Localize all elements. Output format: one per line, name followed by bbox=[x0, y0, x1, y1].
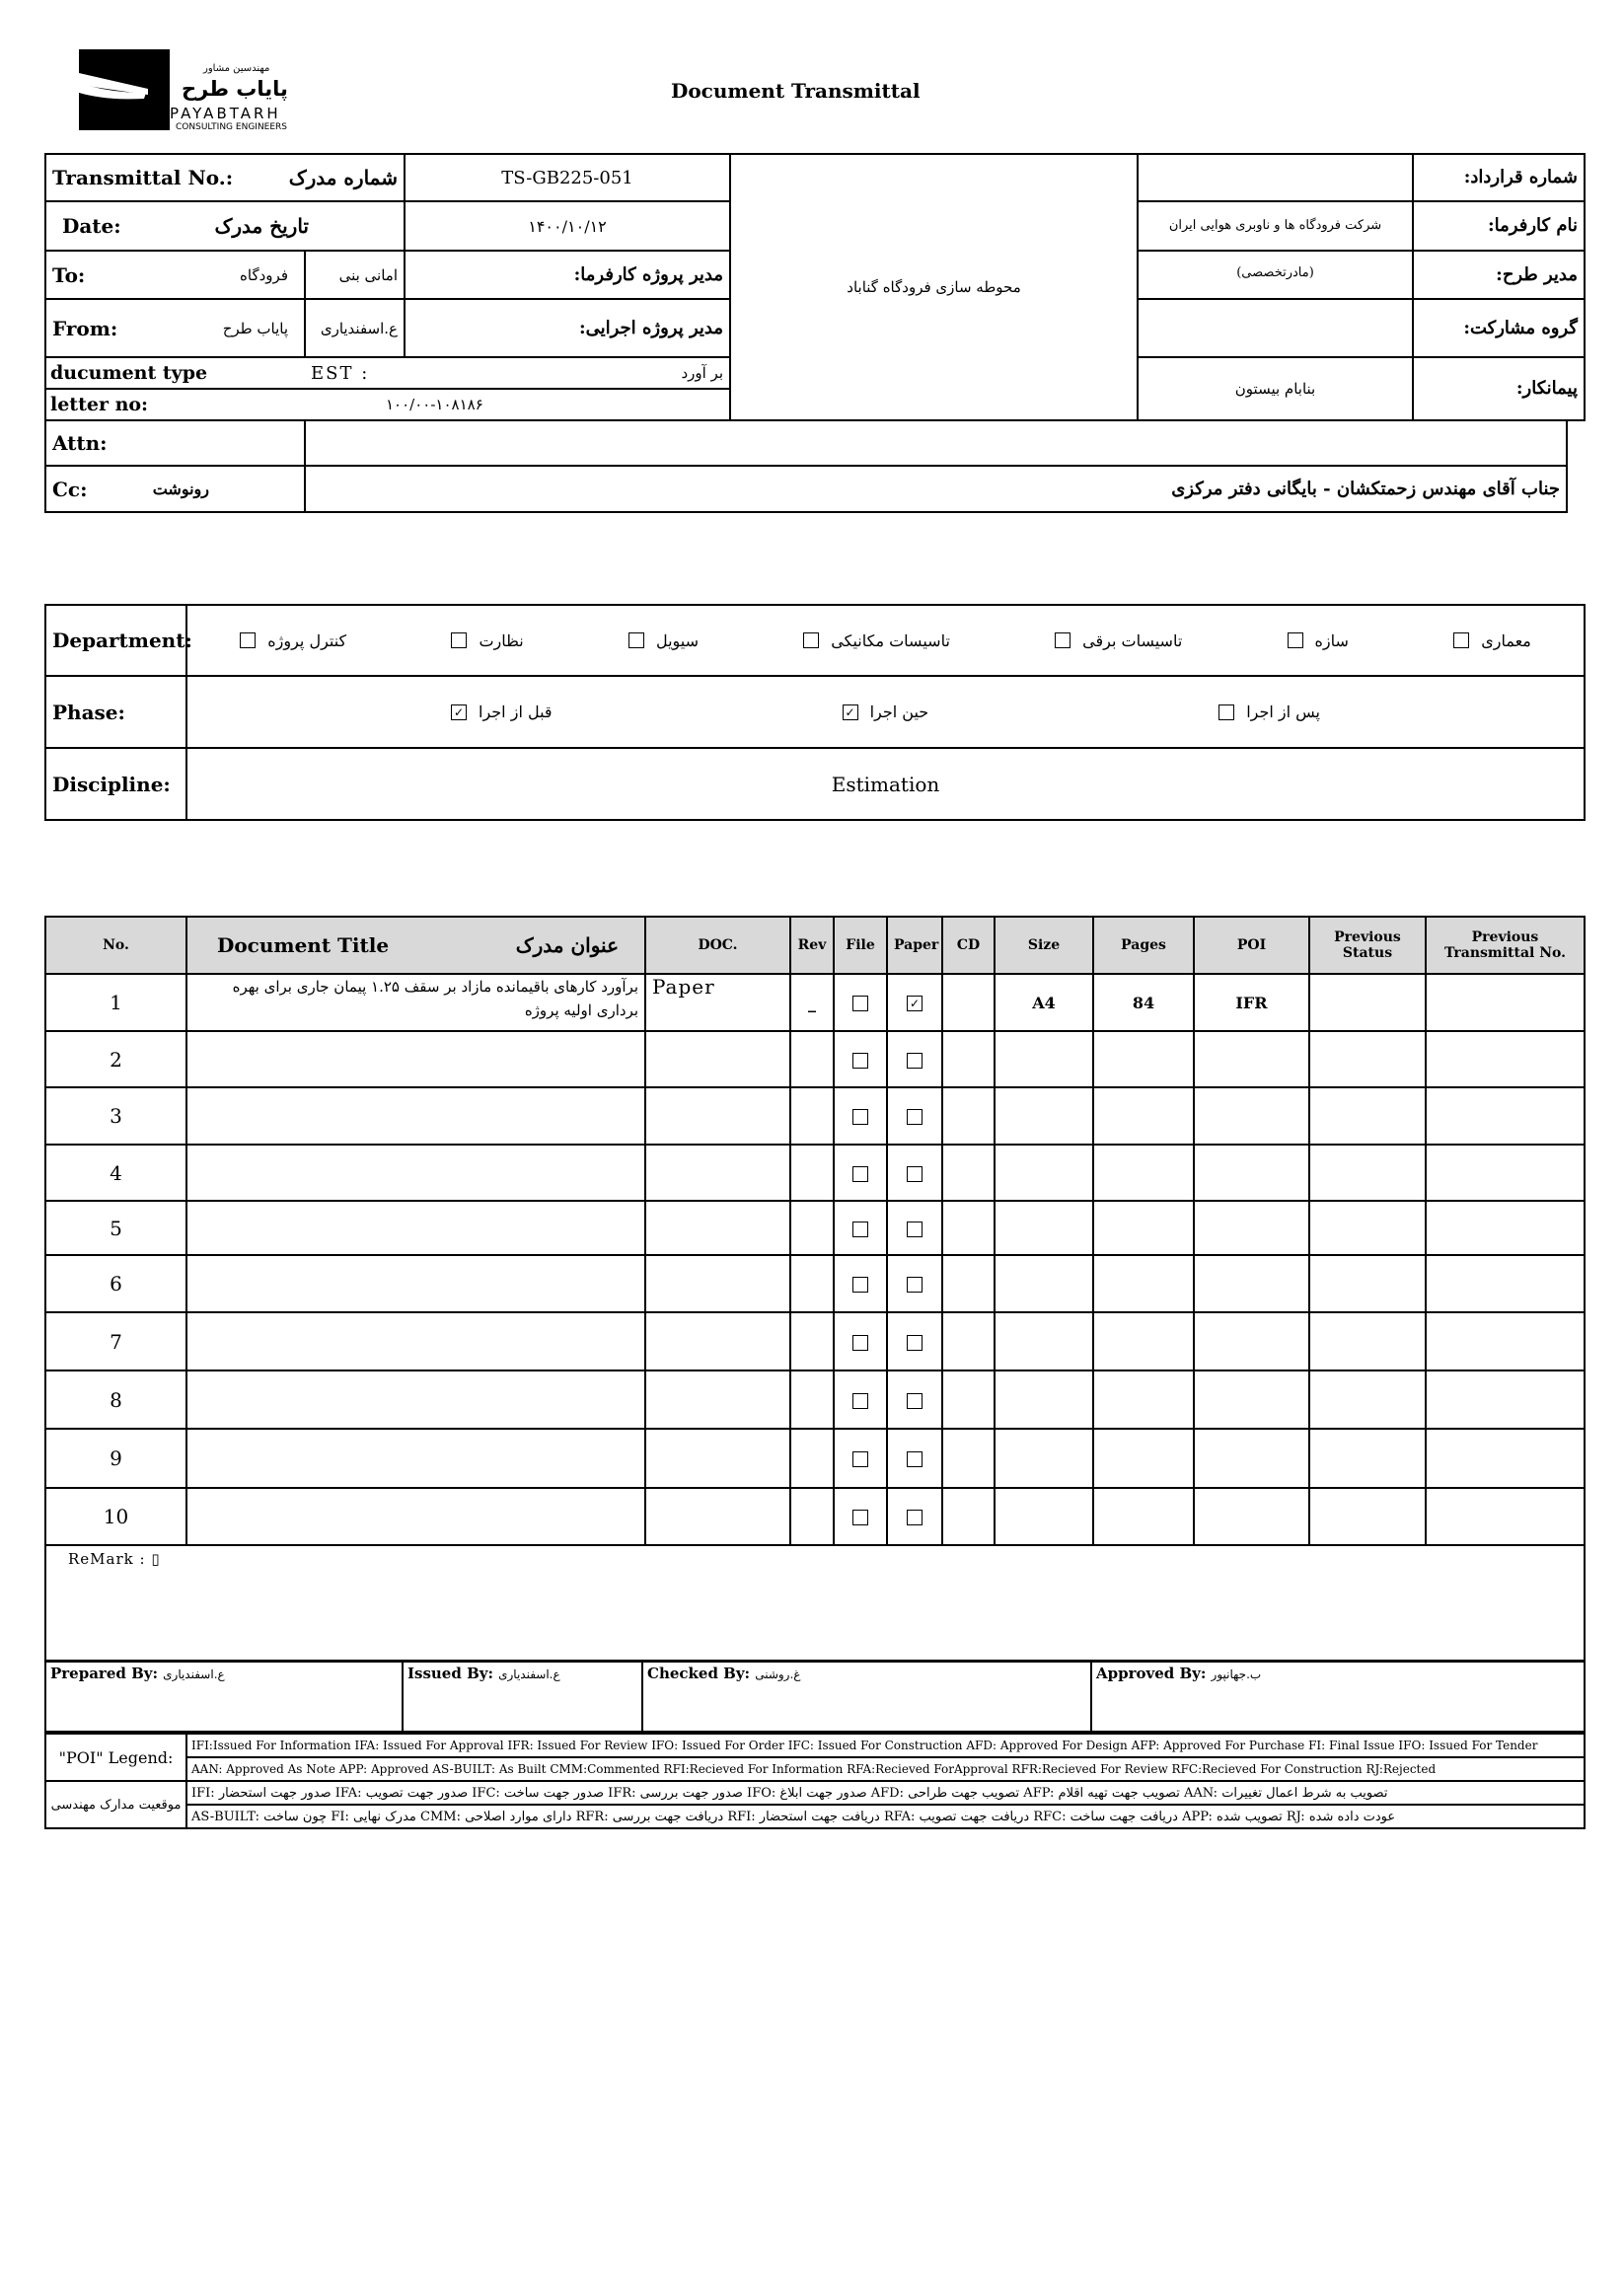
checked-value: غ.روشنی bbox=[755, 1667, 801, 1681]
phase-checkbox[interactable] bbox=[1218, 704, 1234, 720]
cell-title bbox=[186, 1255, 645, 1312]
transmittal-no-cell bbox=[45, 154, 405, 201]
table-row bbox=[45, 1312, 1585, 1370]
paper-checkbox[interactable] bbox=[907, 1451, 923, 1467]
cell-pages bbox=[1093, 1255, 1194, 1312]
phase-option-label: پس از اجرا bbox=[1246, 703, 1320, 721]
cell-poi bbox=[1194, 1201, 1309, 1255]
file-checkbox[interactable] bbox=[852, 1335, 868, 1351]
department-option[interactable] bbox=[1288, 631, 1349, 650]
cell-poi bbox=[1194, 1429, 1309, 1488]
legend-label: "POI" Legend: bbox=[45, 1734, 186, 1781]
cell-poi bbox=[1194, 1312, 1309, 1370]
phase-items bbox=[187, 703, 1584, 721]
cell-title bbox=[186, 1429, 645, 1488]
cell-cd bbox=[942, 1201, 995, 1255]
col-pages: Pages bbox=[1093, 917, 1194, 974]
col-poi: POI bbox=[1194, 917, 1309, 974]
approved-cell bbox=[1091, 1661, 1585, 1732]
paper-checkbox[interactable] bbox=[907, 1510, 923, 1525]
cell-pages bbox=[1093, 1488, 1194, 1545]
cell-file[interactable] bbox=[834, 1255, 887, 1312]
cell-cd bbox=[942, 1031, 995, 1087]
doctype-fa: بر آورد bbox=[681, 364, 724, 382]
legend-line-3: IFI: صدور جهت استحضار IFA: صدور جهت تصویب IFC: صدور جهت ساخت IFR: صدور جهت بررسی IFO: صدور جهت ابلاغ AFD: تصویب جهت طراحی AFP: تصویب جهت تهیه اقلام AAN: تصویب به شرط اعمال تغییرات bbox=[186, 1781, 1585, 1805]
department-option[interactable] bbox=[451, 631, 523, 650]
department-items bbox=[187, 631, 1584, 650]
cell-prev-status bbox=[1309, 1429, 1426, 1488]
from-value-2: ع.اسفندیاری bbox=[305, 299, 405, 357]
cell-prev-transmittal bbox=[1426, 1255, 1585, 1312]
cell-prev-status bbox=[1309, 1255, 1426, 1312]
company-logo bbox=[79, 49, 306, 148]
cell-paper[interactable] bbox=[887, 1429, 942, 1488]
department-option[interactable] bbox=[1055, 631, 1182, 650]
cell-cd bbox=[942, 1429, 995, 1488]
table-row bbox=[45, 1370, 1585, 1429]
partner-value bbox=[1139, 300, 1414, 356]
cell-size bbox=[995, 1370, 1093, 1429]
cell-no: 10 bbox=[45, 1488, 186, 1545]
col-rev: Rev bbox=[790, 917, 834, 974]
cell-size bbox=[995, 1087, 1093, 1145]
cc-value: جناب آقای مهندس زحمتکشان - بایگانی دفتر مرکزی bbox=[305, 466, 1567, 512]
transmittal-label-en: Transmittal No.: bbox=[52, 166, 234, 189]
cell-rev: _ bbox=[790, 974, 834, 1031]
letter-label: letter no: bbox=[50, 394, 149, 415]
department-option-label: سیویل bbox=[655, 630, 700, 650]
file-checkbox[interactable] bbox=[852, 1166, 868, 1182]
cell-no: 3 bbox=[45, 1087, 186, 1145]
col-title-fa: عنوان مدرک bbox=[515, 933, 619, 957]
cell-doc bbox=[645, 1312, 790, 1370]
contractor-value: بنابام بیستون bbox=[1139, 358, 1414, 419]
date-label-en: Date: bbox=[62, 214, 121, 238]
paper-checkbox[interactable] bbox=[907, 1277, 923, 1293]
cell-poi bbox=[1194, 1031, 1309, 1087]
date-cell bbox=[45, 201, 405, 251]
cell-rev bbox=[790, 1488, 834, 1545]
issued-value: ع.اسفندیاری bbox=[498, 1667, 560, 1681]
department-label: Department: bbox=[45, 605, 186, 676]
col-file: File bbox=[834, 917, 887, 974]
cell-paper[interactable] bbox=[887, 1312, 942, 1370]
paper-checkbox[interactable] bbox=[907, 1166, 923, 1182]
cell-doc bbox=[645, 1429, 790, 1488]
attn-label: Attn: bbox=[45, 420, 305, 466]
col-title bbox=[186, 917, 645, 974]
designer-value bbox=[1139, 252, 1414, 298]
cell-poi bbox=[1194, 1145, 1309, 1201]
cell-rev bbox=[790, 1031, 834, 1087]
cell-file[interactable] bbox=[834, 1087, 887, 1145]
issued-cell bbox=[403, 1661, 642, 1732]
cell-paper[interactable] bbox=[887, 1031, 942, 1087]
cell-file[interactable] bbox=[834, 1145, 887, 1201]
table-row bbox=[45, 1488, 1585, 1545]
doctype-label: ducument type bbox=[50, 362, 208, 384]
cell-paper[interactable] bbox=[887, 1201, 942, 1255]
department-option-label: نظارت bbox=[479, 630, 524, 650]
from-value-1: پایاب طرح bbox=[222, 319, 288, 337]
cell-prev-transmittal bbox=[1426, 1312, 1585, 1370]
cell-pages bbox=[1093, 1145, 1194, 1201]
paper-checkbox[interactable] bbox=[907, 1393, 923, 1409]
cell-doc bbox=[645, 1370, 790, 1429]
contractor-label: پیمانکار: bbox=[1515, 378, 1578, 399]
department-option-label: کنترل پروژه bbox=[267, 630, 347, 650]
cell-prev-transmittal bbox=[1426, 1488, 1585, 1545]
cell-no: 8 bbox=[45, 1370, 186, 1429]
department-option[interactable] bbox=[240, 631, 346, 650]
partner-cell bbox=[1138, 299, 1585, 357]
file-checkbox[interactable] bbox=[852, 1451, 868, 1467]
cell-size: A4 bbox=[995, 974, 1093, 1031]
project-name: محوطه سازی فرودگاه گناباد bbox=[730, 154, 1138, 420]
logo-en-subtitle: CONSULTING ENGINEERS bbox=[176, 122, 288, 132]
department-checkbox[interactable] bbox=[803, 632, 819, 648]
remark-area: ReMark : ▯ bbox=[45, 1545, 1585, 1662]
cell-prev-transmittal bbox=[1426, 974, 1585, 1031]
department-option-label: سازه bbox=[1314, 630, 1349, 650]
cell-cd bbox=[942, 1312, 995, 1370]
cell-paper[interactable] bbox=[887, 1255, 942, 1312]
document-title: Document Transmittal bbox=[671, 79, 921, 103]
file-checkbox[interactable] bbox=[852, 1393, 868, 1409]
legend-table bbox=[44, 1733, 1586, 1829]
cell-pages bbox=[1093, 1087, 1194, 1145]
cell-size bbox=[995, 1429, 1093, 1488]
contractor-cell bbox=[1138, 357, 1585, 420]
checked-cell bbox=[642, 1661, 1091, 1732]
prepared-cell bbox=[45, 1661, 403, 1732]
cell-file[interactable] bbox=[834, 1429, 887, 1488]
cell-rev bbox=[790, 1255, 834, 1312]
col-cd: CD bbox=[942, 917, 995, 974]
cell-prev-status bbox=[1309, 1145, 1426, 1201]
cell-file[interactable] bbox=[834, 1312, 887, 1370]
table-row bbox=[45, 974, 1585, 1031]
department-option-label: تاسیسات برقی bbox=[1082, 630, 1183, 650]
cell-paper[interactable] bbox=[887, 1087, 942, 1145]
cell-rev bbox=[790, 1201, 834, 1255]
file-checkbox[interactable] bbox=[852, 1222, 868, 1237]
cell-title bbox=[186, 1370, 645, 1429]
cell-cd bbox=[942, 974, 995, 1031]
cell-prev-status bbox=[1309, 974, 1426, 1031]
to-value-1: فرودگاه bbox=[240, 265, 288, 284]
to-cell bbox=[45, 251, 305, 299]
cell-file[interactable] bbox=[834, 1488, 887, 1545]
logo-en-name: PAYABTARH bbox=[170, 105, 281, 122]
cell-rev bbox=[790, 1087, 834, 1145]
col-doc: DOC. bbox=[645, 917, 790, 974]
cell-prev-status bbox=[1309, 1087, 1426, 1145]
cell-cd bbox=[942, 1145, 995, 1201]
table-row bbox=[45, 1087, 1585, 1145]
logo-mark-icon bbox=[79, 49, 170, 130]
to-label: To: bbox=[52, 262, 86, 287]
cell-title bbox=[186, 1488, 645, 1545]
cell-size bbox=[995, 1201, 1093, 1255]
transmittal-label-fa: شماره مدرک bbox=[288, 166, 398, 189]
cell-no: 6 bbox=[45, 1255, 186, 1312]
phase-option[interactable] bbox=[843, 703, 929, 721]
cell-prev-status bbox=[1309, 1201, 1426, 1255]
table-row bbox=[45, 1429, 1585, 1488]
phase-option-label: حین اجرا bbox=[869, 703, 929, 721]
cc-label-en: Cc: bbox=[52, 477, 88, 501]
cell-pages bbox=[1093, 1031, 1194, 1087]
col-prev-status: Previous Status bbox=[1309, 917, 1426, 974]
designer-cell bbox=[1138, 251, 1585, 299]
cell-title bbox=[186, 1031, 645, 1087]
table-row bbox=[45, 1031, 1585, 1087]
department-checkbox[interactable] bbox=[1453, 632, 1469, 648]
cell-poi bbox=[1194, 1370, 1309, 1429]
cell-prev-transmittal bbox=[1426, 1429, 1585, 1488]
cell-title bbox=[186, 1145, 645, 1201]
legend-line-2: AAN: Approved As Note APP: Approved AS-BUILT: As Built CMM:Commented RFI:Recieved For Information RFA:Recieved ForApproval RFR:Recieved For Review RFC:Recieved For Construction RJ:Rejected bbox=[186, 1757, 1585, 1781]
from-cell bbox=[45, 299, 305, 357]
department-checkbox[interactable] bbox=[1288, 632, 1303, 648]
cell-paper[interactable] bbox=[887, 974, 942, 1031]
paper-checkbox[interactable] bbox=[907, 1222, 923, 1237]
cell-rev bbox=[790, 1145, 834, 1201]
paper-checkbox[interactable] bbox=[907, 1109, 923, 1125]
classification-table bbox=[44, 604, 1586, 821]
cell-no: 2 bbox=[45, 1031, 186, 1087]
cell-no: 7 bbox=[45, 1312, 186, 1370]
cell-size bbox=[995, 1031, 1093, 1087]
cell-file[interactable] bbox=[834, 1201, 887, 1255]
department-options bbox=[186, 605, 1585, 676]
table-row bbox=[45, 1255, 1585, 1312]
cell-file[interactable] bbox=[834, 974, 887, 1031]
cell-prev-status bbox=[1309, 1370, 1426, 1429]
cell-doc bbox=[645, 1145, 790, 1201]
cell-prev-status bbox=[1309, 1031, 1426, 1087]
cell-cd bbox=[942, 1087, 995, 1145]
cell-doc bbox=[645, 1031, 790, 1087]
phase-options bbox=[186, 676, 1585, 748]
discipline-label: Discipline: bbox=[45, 748, 186, 820]
checked-label: Checked By: bbox=[647, 1665, 751, 1682]
col-title-en: Document Title bbox=[217, 933, 390, 957]
cell-title bbox=[186, 1312, 645, 1370]
discipline-value: Estimation bbox=[186, 748, 1585, 820]
cell-no: 1 bbox=[45, 974, 186, 1031]
cell-paper[interactable] bbox=[887, 1145, 942, 1201]
legend-line-4: AS-BUILT: چون ساخت FI: مدرک نهایی CMM: دارای موارد اصلاحی RFR: دریافت جهت بررسی RFI: دریافت جهت استحضار RFA: دریافت جهت تصویب RFC: دریافت جهت ساخت APP: تصویب شده RJ: عودت داده شده bbox=[186, 1805, 1585, 1828]
col-prev-transmittal: Previous Transmittal No. bbox=[1426, 917, 1585, 974]
prepared-label: Prepared By: bbox=[50, 1665, 159, 1682]
col-paper: Paper bbox=[887, 917, 942, 974]
department-checkbox[interactable] bbox=[240, 632, 256, 648]
to-role: مدیر پروژه کارفرما: bbox=[405, 251, 730, 299]
col-size: Size bbox=[995, 917, 1093, 974]
cc-label-fa: رونوشت bbox=[152, 480, 209, 498]
cell-rev bbox=[790, 1429, 834, 1488]
cell-file[interactable] bbox=[834, 1031, 887, 1087]
phase-option-label: قبل از اجرا bbox=[479, 703, 553, 721]
paper-checkbox[interactable]: ✓ bbox=[907, 996, 923, 1011]
cell-size bbox=[995, 1145, 1093, 1201]
signatures-table bbox=[44, 1660, 1586, 1733]
file-checkbox[interactable] bbox=[852, 996, 868, 1011]
paper-checkbox[interactable] bbox=[907, 1335, 923, 1351]
cell-pages bbox=[1093, 1429, 1194, 1488]
approved-label: Approved By: bbox=[1096, 1665, 1207, 1682]
cell-cd bbox=[942, 1488, 995, 1545]
cell-title bbox=[186, 1087, 645, 1145]
approved-value: ب.جهانپور bbox=[1211, 1667, 1262, 1681]
cell-title: برآورد کارهای باقیمانده مازاد بر سقف ۱.۲۵ پیمان جاری برای بهره برداری اولیه پروژه bbox=[186, 974, 645, 1031]
table-row bbox=[45, 1145, 1585, 1201]
cell-doc bbox=[645, 1488, 790, 1545]
documents-body bbox=[45, 974, 1585, 1545]
cell-pages bbox=[1093, 1370, 1194, 1429]
cell-doc bbox=[645, 1087, 790, 1145]
cell-size bbox=[995, 1255, 1093, 1312]
file-checkbox[interactable] bbox=[852, 1053, 868, 1069]
cell-prev-transmittal bbox=[1426, 1370, 1585, 1429]
cell-no: 4 bbox=[45, 1145, 186, 1201]
date-value: ۱۴۰۰/۱۰/۱۲ bbox=[405, 201, 730, 251]
contract-value bbox=[1139, 155, 1414, 200]
phase-label: Phase: bbox=[45, 676, 186, 748]
department-checkbox[interactable] bbox=[451, 632, 467, 648]
transmittal-value: TS-GB225-051 bbox=[405, 154, 730, 201]
logo-fa-name: پایاب طرح bbox=[182, 77, 288, 101]
doctype-cell bbox=[45, 357, 730, 420]
documents-table bbox=[44, 916, 1586, 1663]
contract-cell bbox=[1138, 154, 1585, 201]
department-option-label: معماری bbox=[1481, 630, 1531, 650]
cell-pages: 84 bbox=[1093, 974, 1194, 1031]
cell-no: 5 bbox=[45, 1201, 186, 1255]
cell-prev-transmittal bbox=[1426, 1201, 1585, 1255]
cell-pages bbox=[1093, 1201, 1194, 1255]
cell-rev bbox=[790, 1370, 834, 1429]
file-checkbox[interactable] bbox=[852, 1510, 868, 1525]
legend-fa-label: موقعیت مدارک مهندسی bbox=[45, 1781, 186, 1828]
phase-checkbox[interactable]: ✓ bbox=[843, 704, 858, 720]
employer-label: نام کارفرما: bbox=[1488, 215, 1578, 236]
cell-pages bbox=[1093, 1312, 1194, 1370]
table-row bbox=[45, 1201, 1585, 1255]
department-option-label: تاسیسات مکانیکی bbox=[831, 630, 950, 650]
date-label-fa: تاریخ مدرک bbox=[214, 214, 309, 238]
cc-cell bbox=[45, 466, 305, 512]
cell-cd bbox=[942, 1255, 995, 1312]
cell-no: 9 bbox=[45, 1429, 186, 1488]
employer-value: شرکت فرودگاه ها و ناوبری هوایی ایران (مادرتخصصی) bbox=[1139, 202, 1414, 250]
file-checkbox[interactable] bbox=[852, 1109, 868, 1125]
cell-size bbox=[995, 1488, 1093, 1545]
cell-prev-status bbox=[1309, 1312, 1426, 1370]
department-checkbox[interactable] bbox=[628, 632, 644, 648]
logo-fa-subtitle: مهندسین مشاور bbox=[203, 63, 270, 74]
partner-label: گروه مشارکت: bbox=[1463, 318, 1578, 338]
issued-label: Issued By: bbox=[407, 1665, 493, 1682]
letter-value: ۱۰۰/۰۰-۱۰۸۱۸۶ bbox=[386, 396, 483, 413]
phase-checkbox[interactable]: ✓ bbox=[451, 704, 467, 720]
cell-prev-transmittal bbox=[1426, 1145, 1585, 1201]
cell-size bbox=[995, 1312, 1093, 1370]
cell-prev-status bbox=[1309, 1488, 1426, 1545]
legend-line-1: IFI:Issued For Information IFA: Issued For Approval IFR: Issued For Review IFO: Issued For Order IFC: Issued For Construction AFD: Approved For Design AFP: Approved For Purchase FI: Final Issue IFO: Issued For Tender bbox=[186, 1734, 1585, 1757]
cell-paper[interactable] bbox=[887, 1370, 942, 1429]
phase-option[interactable] bbox=[1218, 703, 1320, 721]
paper-checkbox[interactable] bbox=[907, 1053, 923, 1069]
file-checkbox[interactable] bbox=[852, 1277, 868, 1293]
cell-rev bbox=[790, 1312, 834, 1370]
cell-prev-transmittal bbox=[1426, 1031, 1585, 1087]
cell-file[interactable] bbox=[834, 1370, 887, 1429]
cell-poi bbox=[1194, 1255, 1309, 1312]
cell-poi bbox=[1194, 1087, 1309, 1145]
from-label: From: bbox=[52, 316, 118, 340]
from-role: مدیر پروژه اجرایی: bbox=[405, 299, 730, 357]
department-checkbox[interactable] bbox=[1055, 632, 1070, 648]
cell-paper[interactable] bbox=[887, 1488, 942, 1545]
cell-prev-transmittal bbox=[1426, 1087, 1585, 1145]
attn-value bbox=[305, 420, 1567, 466]
prepared-value: ع.اسفندیاری bbox=[163, 1667, 225, 1681]
doctype-value: EST : bbox=[311, 362, 370, 384]
to-value-2: امانی بنی bbox=[305, 251, 405, 299]
cell-title bbox=[186, 1201, 645, 1255]
col-no: No. bbox=[45, 917, 186, 974]
cell-doc bbox=[645, 1255, 790, 1312]
contract-label: شماره قرارداد: bbox=[1463, 167, 1578, 187]
cell-cd bbox=[942, 1370, 995, 1429]
cell-doc bbox=[645, 1201, 790, 1255]
designer-label: مدیر طرح: bbox=[1496, 264, 1578, 285]
cell-doc: Paper bbox=[645, 974, 790, 1031]
header-table bbox=[44, 153, 1586, 513]
department-option[interactable] bbox=[1453, 631, 1531, 650]
department-option[interactable] bbox=[803, 631, 950, 650]
phase-option[interactable] bbox=[451, 703, 553, 721]
cell-poi bbox=[1194, 1488, 1309, 1545]
department-option[interactable] bbox=[628, 631, 699, 650]
cell-poi: IFR bbox=[1194, 974, 1309, 1031]
